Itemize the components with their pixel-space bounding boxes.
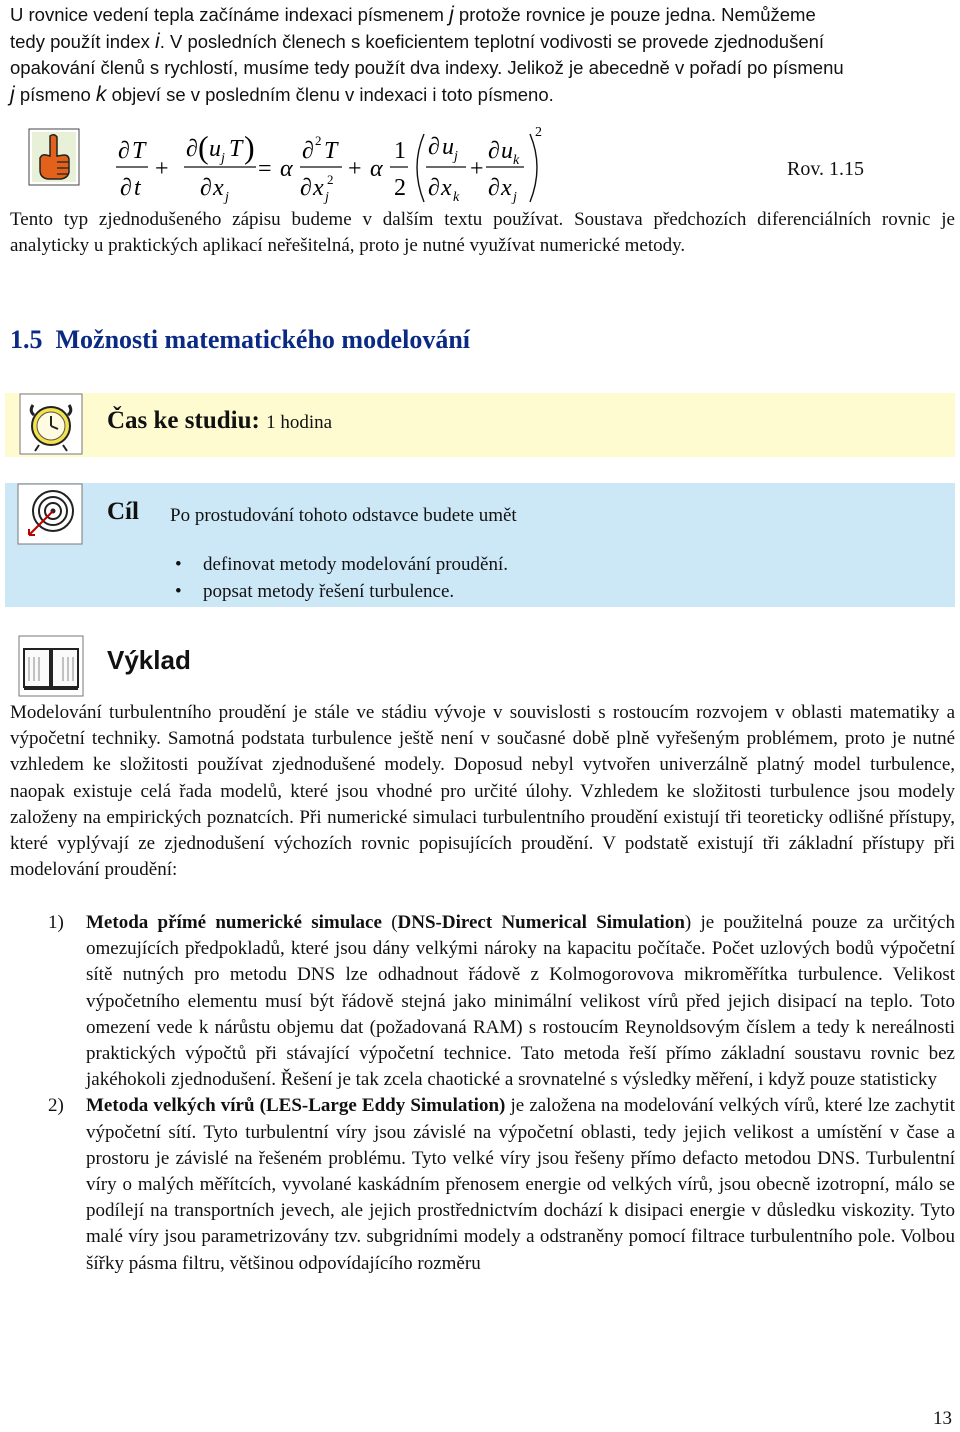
svg-text:∂: ∂ xyxy=(200,175,212,201)
open-book-icon xyxy=(18,635,84,697)
svg-text:(: ( xyxy=(198,129,209,165)
svg-text:j: j xyxy=(225,190,229,205)
svg-text:∂: ∂ xyxy=(300,175,312,201)
svg-text:j: j xyxy=(221,151,225,166)
svg-text:T: T xyxy=(229,136,243,162)
svg-text:∂: ∂ xyxy=(118,138,130,164)
paragraph-after-equation: Tento typ zjednodušeného zápisu budeme v dalším textu používat. Soustava předchozích diferenciálních rovnic je analyticky u praktických aplikací neřešitelná, proto je nutné využívat numerické metody. xyxy=(10,209,955,257)
svg-text:2: 2 xyxy=(315,133,322,148)
svg-text:+: + xyxy=(470,156,484,182)
svg-text:j: j xyxy=(325,190,329,205)
list-item: 1) Metoda přímé numerické simulace (DNS-Direct Numerical Simulation) je použitelná pouze za určitých omezujících předpokladů, které jsou dány velkými nároky na kapacitu počítače. Počet uzlových bodů výpočetní sítě nutných pro metodu DNS lze odhadnout řádově z Kolmogorovova mikroměřítka turbulence. Velikost výpočetního elementu musí být řádově stejná jako minimální velikost vírů před jejich disipací na teplo. Toto omezení vede k nárůstu objemu dat (požadovaná RAM) s rostoucím Reynoldsovým číslem a tedy k nereálnosti praktických výpočtů při stávající výpočetní technice. Tato metoda řeší přímo základní soustavu rovnic bez jakéhokoli zjednodušení. Řešení je tak zcela chaotické a srovnatelné s výsledky měření, i když pouze statisticky xyxy=(48,912,955,1091)
svg-text:u: u xyxy=(209,136,221,162)
svg-text:u: u xyxy=(501,138,513,164)
svg-text:T: T xyxy=(132,138,146,164)
svg-text:x: x xyxy=(213,175,224,201)
alarm-clock-icon xyxy=(19,393,83,455)
svg-text:∂: ∂ xyxy=(120,175,132,201)
goal-list xyxy=(175,551,508,605)
list-item: • definovat metody modelování proudění. xyxy=(175,551,508,578)
svg-text:2: 2 xyxy=(535,125,542,140)
goal-label: Cíl xyxy=(107,498,139,525)
svg-text:t: t xyxy=(134,175,141,201)
study-time-value: 1 hodina xyxy=(266,412,333,433)
equation-row xyxy=(10,120,955,205)
page-number: 13 xyxy=(933,1408,952,1429)
svg-text:∂: ∂ xyxy=(186,136,198,162)
section-heading xyxy=(10,325,470,355)
list-item-number: 2) xyxy=(48,1095,64,1117)
intro-line-2: tedy použít index i. V posledních členech s koeficientem teplotní vodivosti se provede zjednodušení xyxy=(10,29,825,53)
list-item: • popsat metody řešení turbulence. xyxy=(175,578,508,605)
svg-text:+: + xyxy=(348,156,362,182)
svg-text:∂: ∂ xyxy=(302,138,314,164)
intro-line-4: j písmeno k objeví se v posledním členu v indexaci i toto písmeno. xyxy=(10,82,554,106)
target-icon xyxy=(17,483,83,545)
svg-text:α: α xyxy=(280,156,293,182)
var-k: k xyxy=(95,82,107,106)
intro-line-1: U rovnice vedení tepla začínáme indexaci písmenem j protože rovnice je pouze jedna. Nemůžeme xyxy=(10,3,816,26)
study-time-label: Čas ke studiu: 1 hodina xyxy=(107,407,333,434)
section-title: Možnosti matematického modelování xyxy=(55,325,471,354)
section-number: 1.5 xyxy=(10,325,43,354)
svg-text:1: 1 xyxy=(394,138,406,164)
study-time-box xyxy=(5,393,955,457)
var-j: j xyxy=(10,82,15,106)
list-item-number: 1) xyxy=(48,912,64,933)
svg-text:k: k xyxy=(453,190,460,205)
equation-formula xyxy=(110,120,770,205)
svg-text:=: = xyxy=(258,156,272,182)
method-list xyxy=(10,910,955,1277)
svg-text:∂: ∂ xyxy=(488,175,500,201)
svg-text:2: 2 xyxy=(327,172,334,187)
goal-lead: Po prostudování tohoto odstavce budete umět xyxy=(170,505,517,526)
svg-text:x: x xyxy=(441,175,452,201)
svg-text:x: x xyxy=(313,175,324,201)
svg-text:j: j xyxy=(513,190,517,205)
body-paragraph: Modelování turbulentního proudění je stále ve stádiu vývoje v souvislosti s rostoucím rozvojem v oblasti matematiky a výpočetní techniky. Samotná podstata turbulence ještě není v současné době plně vyřešeným problémem, proto je nutné vzhledem ke složitosti používat zjednodušené modely. Doposud nebyl vytvořen univerzálně platný model turbulence, naopak existuje celá řada modelů, které jsou vhodné pro určité úlohy. Vzhledem ke složitosti turbulence jsou modely založeny na empirických poznatcích. Při numerické simulaci turbulentního proudění existují tři teoreticky odlišné přístupy, které vyplývají ze zjednodušení výchozích rovnic popisujících proudění. V podstatě existují tři základní přístupy při modelování proudění: xyxy=(10,702,955,881)
list-item: 2) Metoda velkých vírů (LES-Large Eddy Simulation) je založena na modelování velkých vírů, které lze zachytit výpočetní sítí. Tyto turbulentní víry jsou závislé na výpočetní oblasti, tedy jejich velikost a umístění v čase a prostoru je závislé na řešeném problému. Tyto velké víry jsou řešeny přímo defacto metodou DNS. Turbulentní víry o malých měřítcích, vyvolané kaskádním přenosem energie od velkých vírů, jsou obecně izotropní, málo se podílejí na transportních jevech, ale jejich prostřednictvím dochází k disipaci energie v důsledku viskozity. Tyto malé víry jsou parametrizovány tzv. subgridními modely a odstraněny pomocí filtrace turbulentního pole. Volbou šířky pásma filtru, většinou odpovídajícího rozměru xyxy=(48,1095,956,1274)
svg-text:+: + xyxy=(155,156,169,182)
explanation-label: Výklad xyxy=(107,645,191,675)
svg-text:∂: ∂ xyxy=(428,134,440,160)
svg-text:∂: ∂ xyxy=(428,175,440,201)
svg-text:∂: ∂ xyxy=(488,138,500,164)
intro-line-3: opakování členů s rychlostí, musíme tedy použít dva indexy. Jelikož je abecedně v pořadí po písmenu xyxy=(10,57,844,78)
goal-box xyxy=(5,483,955,607)
svg-text:α: α xyxy=(370,156,383,182)
var-i: i xyxy=(155,29,160,53)
svg-text:): ) xyxy=(244,129,255,165)
svg-text:k: k xyxy=(513,153,520,168)
svg-text:2: 2 xyxy=(394,175,406,201)
svg-text:x: x xyxy=(501,175,512,201)
svg-text:u: u xyxy=(442,134,454,160)
svg-text:T: T xyxy=(324,138,338,164)
var-j: j xyxy=(449,3,454,26)
svg-text:j: j xyxy=(454,149,458,164)
equation-label: Rov. 1.15 xyxy=(787,158,865,180)
pointing-hand-icon xyxy=(28,128,80,186)
intro-paragraph xyxy=(10,2,955,108)
